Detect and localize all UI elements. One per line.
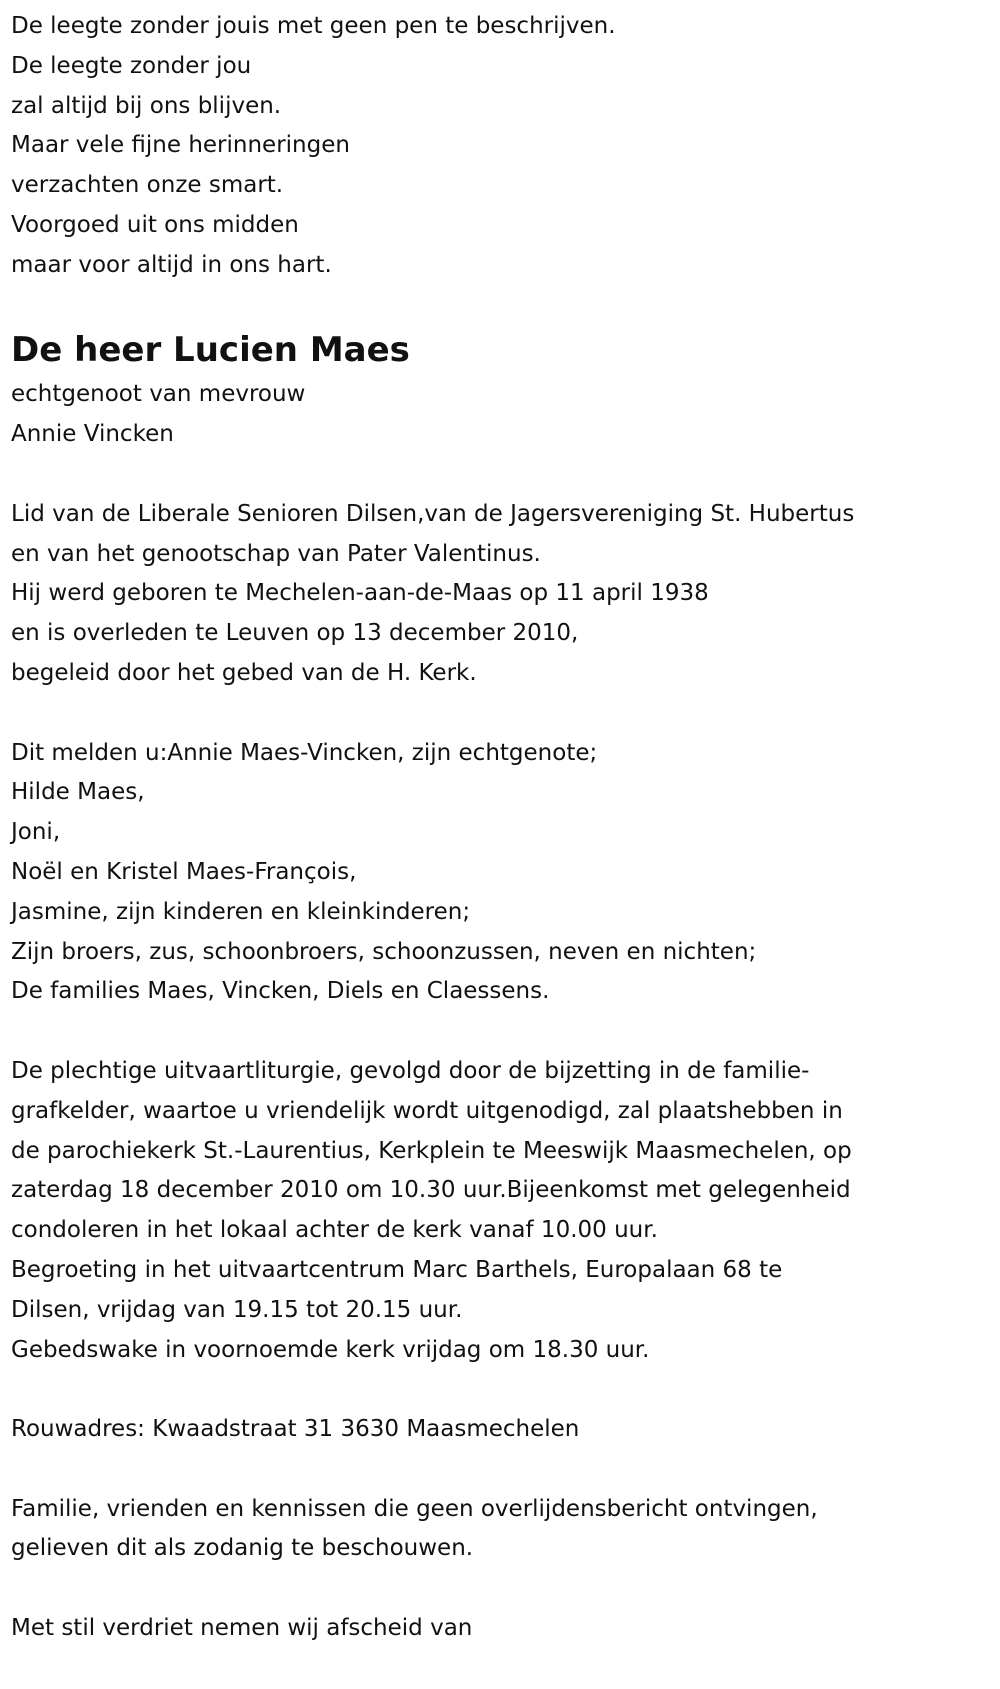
funeral-line: Dilsen, vrijdag van 19.15 tot 20.15 uur. [11, 1296, 463, 1323]
biography-line: Hij werd geboren te Mechelen-aan-de-Maas op 11 april 1938 [11, 580, 709, 607]
notice [11, 1490, 996, 1570]
closing-line: Met stil verdriet nemen wij afscheid van [11, 1615, 473, 1642]
family-line: Noël en Kristel Maes-François, [11, 858, 357, 885]
funeral-details [11, 1052, 996, 1370]
poem-line: Maar vele fijne herinneringen [11, 132, 350, 159]
mourning-address [11, 1410, 996, 1450]
spouse-line: Annie Vincken [11, 421, 174, 448]
funeral-line: Begroeting in het uitvaartcentrum Marc Barthels, Europalaan 68 te [11, 1256, 783, 1283]
funeral-line: de parochiekerk St.-Laurentius, Kerkplein te Meeswijk Maasmechelen, op [11, 1137, 852, 1164]
family-line: Joni, [11, 819, 61, 846]
closing [11, 1609, 996, 1649]
family-line: Dit melden u:Annie Maes-Vincken, zijn echtgenote; [11, 739, 598, 766]
obituary-document [11, 7, 996, 1689]
poem-line: De leegte zonder jouis met geen pen te beschrijven. [11, 13, 616, 39]
funeral-line: condoleren in het lokaal achter de kerk vanaf 10.00 uur. [11, 1217, 658, 1244]
poem-line: Voorgoed uit ons midden [11, 211, 299, 238]
address-line: Rouwadres: Kwaadstraat 31 3630 Maasmechelen [11, 1416, 580, 1443]
biography [11, 495, 996, 694]
funeral-line: grafkelder, waartoe u vriendelijk wordt uitgenodigd, zal plaatshebben in [11, 1097, 843, 1124]
spouse-line: echtgenoot van mevrouw [11, 381, 306, 408]
biography-line: en van het genootschap van Pater Valentinus. [11, 540, 541, 567]
biography-line: en is overleden te Leuven op 13 december 2010, [11, 620, 579, 647]
spouse-info [11, 375, 996, 455]
poem-line: zal altijd bij ons blijven. [11, 92, 282, 119]
biography-line: begeleid door het gebed van de H. Kerk. [11, 659, 477, 686]
poem-line: De leegte zonder jou [11, 52, 252, 79]
poem [11, 7, 996, 286]
family-line: Zijn broers, zus, schoonbroers, schoonzussen, neven en nichten; [11, 938, 757, 965]
funeral-line: Gebedswake in voornoemde kerk vrijdag om 18.30 uur. [11, 1336, 650, 1363]
family-list [11, 734, 996, 1013]
notice-line: Familie, vrienden en kennissen die geen overlijdensbericht ontvingen, [11, 1495, 818, 1522]
family-line: Jasmine, zijn kinderen en kleinkinderen; [11, 898, 471, 925]
family-line: De families Maes, Vincken, Diels en Claessens. [11, 978, 550, 1005]
poem-line: verzachten onze smart. [11, 172, 284, 199]
poem-line: maar voor altijd in ons hart. [11, 251, 332, 278]
notice-line: gelieven dit als zodanig te beschouwen. [11, 1535, 474, 1562]
funeral-line: De plechtige uitvaartliturgie, gevolgd door de bijzetting in de familie- [11, 1057, 810, 1084]
funeral-line: zaterdag 18 december 2010 om 10.30 uur.Bijeenkomst met gelegenheid [11, 1177, 851, 1204]
deceased-name-heading: De heer Lucien Maes [11, 330, 410, 371]
biography-line: Lid van de Liberale Senioren Dilsen,van de Jagersvereniging St. Hubertus [11, 500, 855, 527]
family-line: Hilde Maes, [11, 779, 145, 806]
